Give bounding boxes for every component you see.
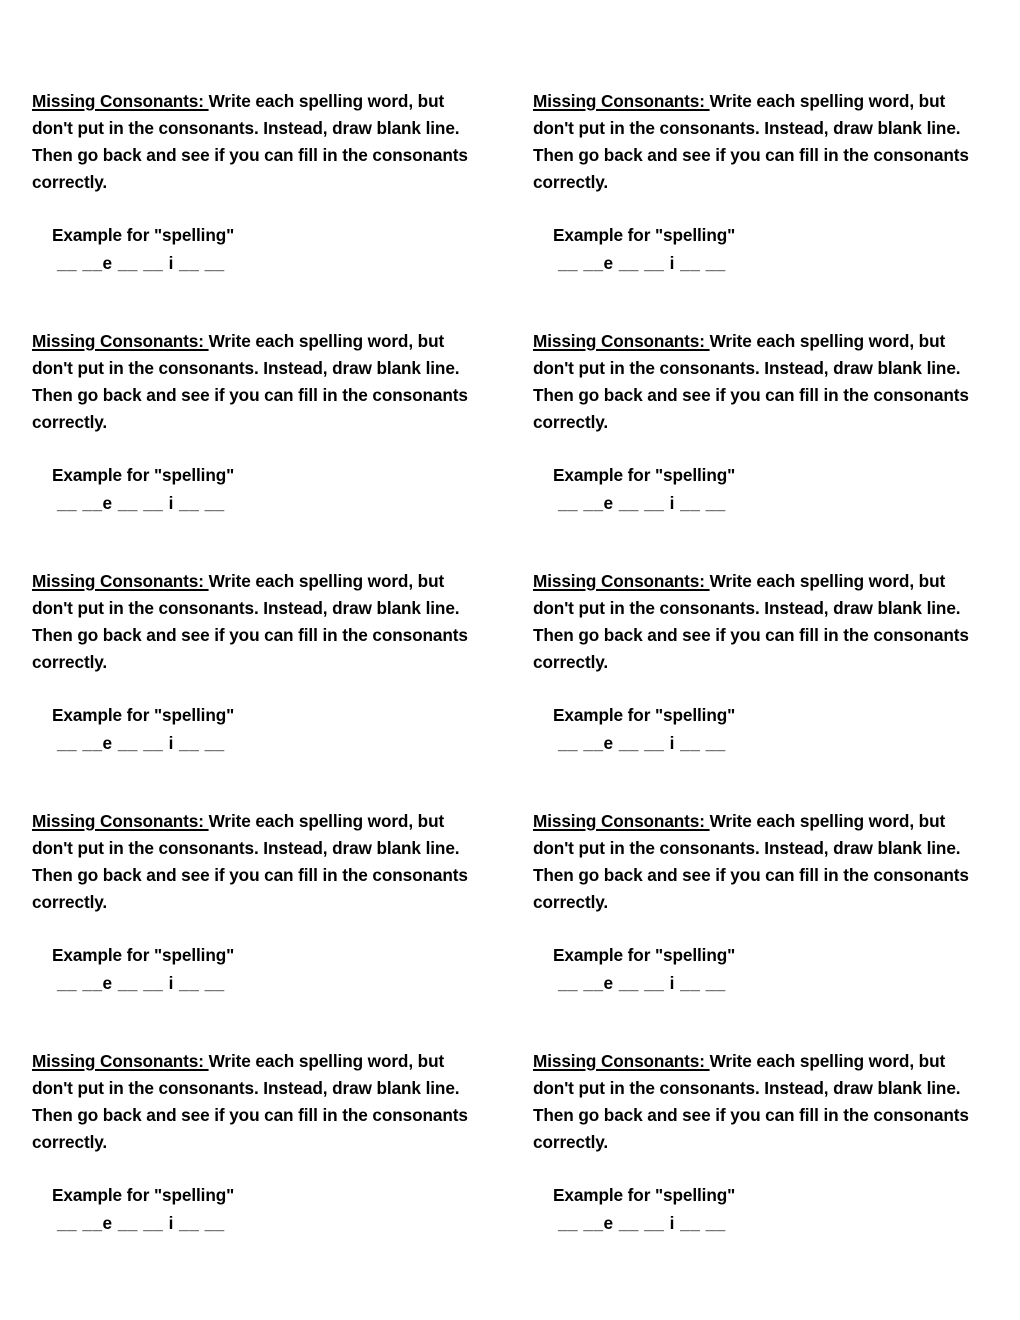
strip-label: Missing Consonants:: [32, 811, 209, 831]
strip-example-blanks: __ __e __ __ i __ __: [558, 733, 726, 753]
strip-example-block: [32, 222, 484, 277]
strip-example-block: [533, 462, 985, 517]
worksheet-strip-grid: [32, 88, 988, 1288]
strip-label: Missing Consonants:: [32, 91, 209, 111]
strip-instruction-paragraph: [533, 328, 985, 436]
strip-example-blanks: __ __e __ __ i __ __: [57, 973, 225, 993]
strip-instruction-text: Write each spelling word, but don't put in the consonants. Instead, draw blank line. Then go back and see if you can fill in the consonants correctly.: [533, 571, 969, 672]
strip-instruction-paragraph: [32, 328, 484, 436]
strip-example-block: [32, 702, 484, 757]
strip-label: Missing Consonants:: [32, 331, 209, 351]
strip-label: Missing Consonants:: [32, 1051, 209, 1071]
strip-label: Missing Consonants:: [533, 1051, 710, 1071]
worksheet-strip: [533, 328, 985, 568]
strip-instruction-paragraph: [533, 1048, 985, 1156]
strip-label: Missing Consonants:: [533, 331, 710, 351]
strip-instruction-text: Write each spelling word, but don't put in the consonants. Instead, draw blank line. Then go back and see if you can fill in the consonants correctly.: [533, 1051, 969, 1152]
strip-example-heading: Example for "spelling": [52, 225, 235, 245]
strip-example-blanks: __ __e __ __ i __ __: [558, 493, 726, 513]
strip-instruction-text: Write each spelling word, but don't put in the consonants. Instead, draw blank line. Then go back and see if you can fill in the consonants correctly.: [533, 91, 969, 192]
strip-example-heading: Example for "spelling": [553, 945, 736, 965]
strip-instruction-paragraph: [32, 808, 484, 916]
strip-example-blanks: __ __e __ __ i __ __: [558, 1213, 726, 1233]
worksheet-strip: [32, 808, 484, 1048]
strip-example-block: [32, 942, 484, 997]
strip-instruction-paragraph: [32, 1048, 484, 1156]
strip-example-heading: Example for "spelling": [553, 465, 736, 485]
strip-example-heading: Example for "spelling": [52, 465, 235, 485]
strip-label: Missing Consonants:: [533, 811, 710, 831]
strip-instruction-text: Write each spelling word, but don't put in the consonants. Instead, draw blank line. Then go back and see if you can fill in the consonants correctly.: [32, 571, 468, 672]
worksheet-strip: [32, 88, 484, 328]
strip-example-blanks: __ __e __ __ i __ __: [558, 253, 726, 273]
strip-instruction-paragraph: [533, 808, 985, 916]
strip-label: Missing Consonants:: [533, 571, 710, 591]
strip-instruction-paragraph: [32, 568, 484, 676]
strip-example-heading: Example for "spelling": [52, 945, 235, 965]
strip-example-heading: Example for "spelling": [52, 705, 235, 725]
strip-example-blanks: __ __e __ __ i __ __: [558, 973, 726, 993]
strip-instruction-paragraph: [533, 88, 985, 196]
strip-instruction-text: Write each spelling word, but don't put in the consonants. Instead, draw blank line. Then go back and see if you can fill in the consonants correctly.: [32, 331, 468, 432]
strip-instruction-text: Write each spelling word, but don't put in the consonants. Instead, draw blank line. Then go back and see if you can fill in the consonants correctly.: [32, 91, 468, 192]
strip-label: Missing Consonants:: [32, 571, 209, 591]
strip-example-block: [533, 222, 985, 277]
strip-example-blanks: __ __e __ __ i __ __: [57, 733, 225, 753]
worksheet-strip: [533, 88, 985, 328]
strip-example-heading: Example for "spelling": [553, 705, 736, 725]
strip-instruction-paragraph: [533, 568, 985, 676]
worksheet-strip: [533, 1048, 985, 1288]
strip-example-block: [32, 462, 484, 517]
strip-example-heading: Example for "spelling": [553, 1185, 736, 1205]
strip-example-blanks: __ __e __ __ i __ __: [57, 253, 225, 273]
strip-example-heading: Example for "spelling": [553, 225, 736, 245]
worksheet-strip: [533, 808, 985, 1048]
strip-label: Missing Consonants:: [533, 91, 710, 111]
strip-instruction-text: Write each spelling word, but don't put in the consonants. Instead, draw blank line. Then go back and see if you can fill in the consonants correctly.: [32, 1051, 468, 1152]
strip-example-block: [533, 702, 985, 757]
strip-example-blanks: __ __e __ __ i __ __: [57, 493, 225, 513]
strip-instruction-text: Write each spelling word, but don't put in the consonants. Instead, draw blank line. Then go back and see if you can fill in the consonants correctly.: [533, 811, 969, 912]
strip-example-block: [533, 942, 985, 997]
worksheet-strip: [32, 568, 484, 808]
worksheet-strip: [32, 1048, 484, 1288]
strip-instruction-text: Write each spelling word, but don't put in the consonants. Instead, draw blank line. Then go back and see if you can fill in the consonants correctly.: [533, 331, 969, 432]
strip-example-blanks: __ __e __ __ i __ __: [57, 1213, 225, 1233]
strip-example-heading: Example for "spelling": [52, 1185, 235, 1205]
worksheet-strip: [32, 328, 484, 568]
strip-example-block: [533, 1182, 985, 1237]
strip-instruction-paragraph: [32, 88, 484, 196]
worksheet-strip: [533, 568, 985, 808]
strip-example-block: [32, 1182, 484, 1237]
strip-instruction-text: Write each spelling word, but don't put in the consonants. Instead, draw blank line. Then go back and see if you can fill in the consonants correctly.: [32, 811, 468, 912]
